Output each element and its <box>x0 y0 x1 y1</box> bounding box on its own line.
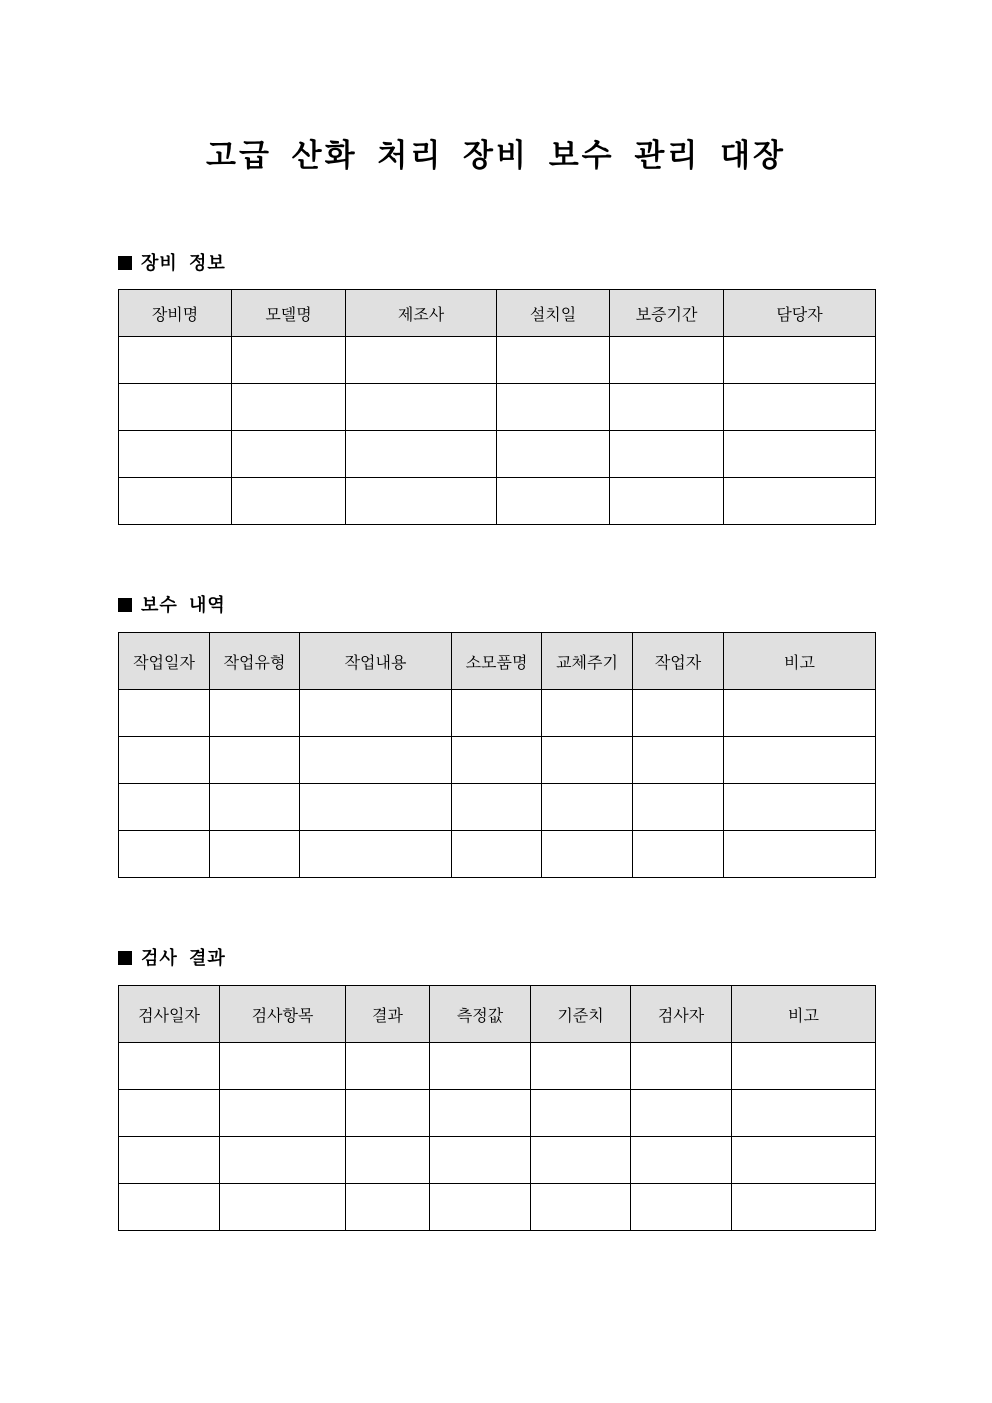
section-heading-label: 보수 내역 <box>141 595 226 616</box>
table-row <box>119 737 876 784</box>
column-header: 비고 <box>732 986 876 1043</box>
square-bullet-icon <box>118 256 132 270</box>
table-cell[interactable] <box>732 1137 876 1184</box>
table-row <box>119 384 876 431</box>
table-cell[interactable] <box>220 1043 346 1090</box>
section-heading <box>118 252 226 276</box>
column-header: 모델명 <box>232 290 346 337</box>
column-header: 기준치 <box>531 986 631 1043</box>
table-cell[interactable] <box>430 1184 531 1231</box>
table-cell[interactable] <box>724 690 876 737</box>
table-cell[interactable] <box>346 384 497 431</box>
table-cell[interactable] <box>610 384 724 431</box>
table-cell[interactable] <box>346 1137 430 1184</box>
column-header: 검사자 <box>631 986 732 1043</box>
section-heading-label: 검사 결과 <box>141 948 226 969</box>
table-cell[interactable] <box>631 1043 732 1090</box>
table-cell[interactable] <box>119 478 232 525</box>
table-row <box>119 1043 876 1090</box>
column-header: 설치일 <box>497 290 610 337</box>
table-cell[interactable] <box>497 478 610 525</box>
table-cell[interactable] <box>452 831 542 878</box>
table-cell[interactable] <box>497 337 610 384</box>
table-cell[interactable] <box>531 1090 631 1137</box>
table-cell[interactable] <box>210 831 300 878</box>
table-cell[interactable] <box>346 478 497 525</box>
table-cell[interactable] <box>633 831 724 878</box>
table-cell[interactable] <box>724 737 876 784</box>
table-cell[interactable] <box>346 1090 430 1137</box>
table-cell[interactable] <box>531 1043 631 1090</box>
table-cell[interactable] <box>531 1137 631 1184</box>
table-cell[interactable] <box>119 737 210 784</box>
table-header-row <box>119 290 876 337</box>
column-header: 결과 <box>346 986 430 1043</box>
table-cell[interactable] <box>210 690 300 737</box>
table-cell[interactable] <box>210 784 300 831</box>
table-header-row <box>119 633 876 690</box>
table-cell[interactable] <box>232 478 346 525</box>
table-cell[interactable] <box>232 431 346 478</box>
table-cell[interactable] <box>542 690 633 737</box>
table-cell[interactable] <box>300 737 452 784</box>
section-heading <box>118 594 226 618</box>
table-cell[interactable] <box>542 831 633 878</box>
table-cell[interactable] <box>220 1090 346 1137</box>
table-cell[interactable] <box>633 737 724 784</box>
table-cell[interactable] <box>119 690 210 737</box>
column-header: 제조사 <box>346 290 497 337</box>
table-cell[interactable] <box>452 784 542 831</box>
table-cell[interactable] <box>452 737 542 784</box>
square-bullet-icon <box>118 598 132 612</box>
table-cell[interactable] <box>724 831 876 878</box>
column-header: 작업유형 <box>210 633 300 690</box>
table-cell[interactable] <box>119 1043 220 1090</box>
table-row <box>119 1090 876 1137</box>
column-header: 검사일자 <box>119 986 220 1043</box>
table-row <box>119 690 876 737</box>
equipment-info-table <box>118 289 876 525</box>
table-cell[interactable] <box>430 1090 531 1137</box>
table-cell[interactable] <box>119 784 210 831</box>
table-cell[interactable] <box>346 1184 430 1231</box>
table-cell[interactable] <box>610 478 724 525</box>
table-cell[interactable] <box>119 1137 220 1184</box>
table-row <box>119 478 876 525</box>
section-heading <box>118 947 226 971</box>
table-cell[interactable] <box>724 478 876 525</box>
column-header: 보증기간 <box>610 290 724 337</box>
table-cell[interactable] <box>220 1184 346 1231</box>
table-cell[interactable] <box>724 337 876 384</box>
table-header-row <box>119 986 876 1043</box>
column-header: 교체주기 <box>542 633 633 690</box>
square-bullet-icon <box>118 951 132 965</box>
table-cell[interactable] <box>210 737 300 784</box>
table-cell[interactable] <box>732 1184 876 1231</box>
table-cell[interactable] <box>610 431 724 478</box>
table-cell[interactable] <box>430 1137 531 1184</box>
table-cell[interactable] <box>633 690 724 737</box>
table-cell[interactable] <box>346 431 497 478</box>
table-cell[interactable] <box>119 1090 220 1137</box>
section-heading-label: 장비 정보 <box>141 253 226 274</box>
column-header: 측정값 <box>430 986 531 1043</box>
table-cell[interactable] <box>119 1184 220 1231</box>
table-cell[interactable] <box>119 831 210 878</box>
table-row <box>119 831 876 878</box>
table-cell[interactable] <box>220 1137 346 1184</box>
table-cell[interactable] <box>542 784 633 831</box>
inspection-results-table <box>118 985 876 1231</box>
table-cell[interactable] <box>119 384 232 431</box>
column-header: 작업내용 <box>300 633 452 690</box>
table-cell[interactable] <box>300 784 452 831</box>
column-header: 장비명 <box>119 290 232 337</box>
table-cell[interactable] <box>346 1043 430 1090</box>
table-row <box>119 1184 876 1231</box>
table-cell[interactable] <box>732 1090 876 1137</box>
table-cell[interactable] <box>232 337 346 384</box>
table-cell[interactable] <box>724 431 876 478</box>
table-cell[interactable] <box>724 384 876 431</box>
table-cell[interactable] <box>119 337 232 384</box>
column-header: 비고 <box>724 633 876 690</box>
table-cell[interactable] <box>430 1043 531 1090</box>
table-cell[interactable] <box>542 737 633 784</box>
table-row <box>119 784 876 831</box>
table-cell[interactable] <box>452 690 542 737</box>
table-cell[interactable] <box>300 690 452 737</box>
table-cell[interactable] <box>631 1184 732 1231</box>
table-cell[interactable] <box>531 1184 631 1231</box>
table-row <box>119 337 876 384</box>
table-cell[interactable] <box>631 1137 732 1184</box>
table-cell[interactable] <box>631 1090 732 1137</box>
table-cell[interactable] <box>633 784 724 831</box>
table-cell[interactable] <box>346 337 497 384</box>
document-title: 고급 산화 처리 장비 보수 관리 대장 <box>206 138 786 174</box>
column-header: 담당자 <box>724 290 876 337</box>
column-header: 작업자 <box>633 633 724 690</box>
table-row <box>119 431 876 478</box>
repair-history-table <box>118 632 876 878</box>
table-cell[interactable] <box>497 384 610 431</box>
table-cell[interactable] <box>724 784 876 831</box>
table-cell[interactable] <box>300 831 452 878</box>
table-row <box>119 1137 876 1184</box>
column-header: 작업일자 <box>119 633 210 690</box>
table-cell[interactable] <box>732 1043 876 1090</box>
table-cell[interactable] <box>610 337 724 384</box>
column-header: 소모품명 <box>452 633 542 690</box>
table-cell[interactable] <box>497 431 610 478</box>
column-header: 검사항목 <box>220 986 346 1043</box>
table-cell[interactable] <box>232 384 346 431</box>
table-cell[interactable] <box>119 431 232 478</box>
